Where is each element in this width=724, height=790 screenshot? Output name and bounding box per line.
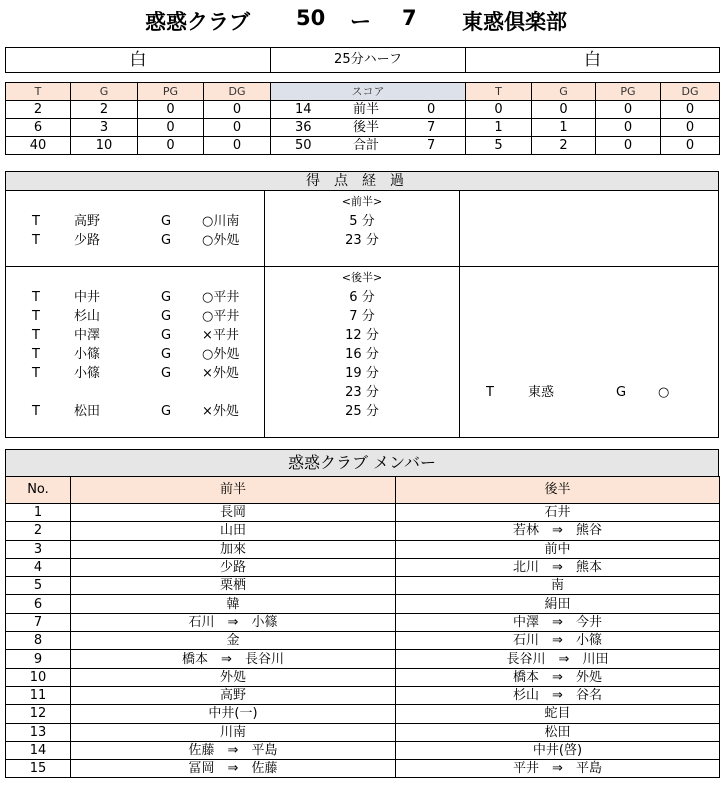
event-player: 高野 (74, 214, 101, 229)
event-g: G (161, 214, 172, 229)
roster-first-half: 石川 ⇒ 小篠 (71, 613, 396, 631)
event-type: T (32, 347, 40, 362)
event-time: 23 分 (345, 385, 379, 400)
away-pg-cell: 0 (596, 101, 661, 119)
roster-first-half: 冨岡 ⇒ 佐藤 (71, 760, 396, 778)
home-header-t: T (6, 83, 71, 101)
event-g: G (161, 233, 172, 248)
event-g: G (161, 328, 172, 343)
event-time: 12 分 (345, 328, 379, 343)
home-g-cell: 2 (71, 101, 138, 119)
roster-second-half: 松田 (396, 723, 720, 741)
roster-row (6, 741, 720, 759)
roster-second-half: 石川 ⇒ 小篠 (396, 632, 720, 650)
event-row (6, 212, 264, 231)
roster-no: 5 (6, 577, 71, 595)
roster-first-half: 少路 (71, 558, 396, 576)
score-dash: ー (350, 10, 371, 34)
score-cell (271, 137, 466, 155)
event-player: 少路 (74, 233, 101, 248)
event-g: G (161, 366, 172, 381)
roster-row (6, 577, 720, 595)
home-pg-cell: 0 (138, 137, 204, 155)
roster-header-row (6, 477, 720, 504)
home-dg-cell: 0 (204, 119, 271, 137)
away-g-cell: 2 (532, 137, 596, 155)
roster-second-half: 石井 (396, 504, 720, 522)
away-points: 7 (427, 120, 436, 135)
roster-first-half: 金 (71, 632, 396, 650)
home-t-cell: 6 (6, 119, 71, 137)
home-header-g: G (71, 83, 138, 101)
second-half-home-events (5, 266, 265, 438)
jersey-row (6, 48, 720, 73)
event-player: 杉山 (74, 309, 101, 324)
roster-no: 11 (6, 686, 71, 704)
event-type: T (32, 233, 40, 248)
event-type: T (486, 385, 494, 400)
away-header-dg: DG (661, 83, 720, 101)
event-type: T (32, 328, 40, 343)
away-points: 0 (427, 102, 436, 117)
roster-row (6, 650, 720, 668)
roster-first-half: 佐藤 ⇒ 平島 (71, 741, 396, 759)
away-jersey: 白 (466, 48, 720, 73)
roster-no: 15 (6, 760, 71, 778)
event-player: 小篠 (74, 366, 101, 381)
first-half-home-events (5, 190, 265, 267)
roster-second-half: 南 (396, 577, 720, 595)
second-half-label: <後半> (341, 271, 383, 284)
event-player: 東惑 (528, 385, 555, 400)
period-label: 後半 (353, 120, 380, 135)
away-g-cell: 0 (532, 101, 596, 119)
roster-second-half: 蛇目 (396, 705, 720, 723)
roster-no: 12 (6, 705, 71, 723)
event-g: G (161, 404, 172, 419)
event-g: G (161, 290, 172, 305)
away-dg-cell: 0 (661, 101, 720, 119)
roster-row (6, 705, 720, 723)
home-t-cell: 2 (6, 101, 71, 119)
event-conversion: ○川南 (202, 214, 240, 229)
event-time: 16 分 (345, 347, 379, 362)
roster-no: 4 (6, 558, 71, 576)
header-first-half: 前半 (71, 477, 396, 504)
away-header-t: T (466, 83, 532, 101)
roster-row (6, 504, 720, 522)
event-row (6, 288, 264, 307)
away-pg-cell: 0 (596, 119, 661, 137)
home-g-cell: 3 (71, 119, 138, 137)
event-type: T (32, 366, 40, 381)
second-half-times (264, 266, 460, 438)
roster-row (6, 760, 720, 778)
roster-row (6, 668, 720, 686)
event-player: 松田 (74, 404, 101, 419)
roster-first-half: 川南 (71, 723, 396, 741)
away-pg-cell: 0 (596, 137, 661, 155)
home-team-name: 惑惑クラブ (145, 10, 250, 34)
roster-second-half: 杉山 ⇒ 谷名 (396, 686, 720, 704)
event-type: T (32, 404, 40, 419)
event-row (6, 345, 264, 364)
event-row (6, 326, 264, 345)
event-time: 23 分 (345, 233, 379, 248)
roster-no: 9 (6, 650, 71, 668)
roster-row (6, 595, 720, 613)
roster-row (6, 613, 720, 631)
period-label: 前半 (353, 102, 380, 117)
roster-no: 3 (6, 540, 71, 558)
roster-second-half: 前中 (396, 540, 720, 558)
home-header-dg: DG (204, 83, 271, 101)
event-type: T (32, 214, 40, 229)
home-points: 36 (295, 120, 312, 135)
roster-no: 7 (6, 613, 71, 631)
event-time: 7 分 (349, 309, 375, 324)
roster-second-half: 橋本 ⇒ 外処 (396, 668, 720, 686)
first-half-label: <前半> (341, 195, 383, 208)
roster-first-half: 中井(一) (71, 705, 396, 723)
roster-second-half: 中澤 ⇒ 今井 (396, 613, 720, 631)
event-g: G (161, 347, 172, 362)
away-g-cell: 1 (532, 119, 596, 137)
away-score: 7 (402, 6, 417, 30)
event-row (6, 364, 264, 383)
event-time: 25 分 (345, 404, 379, 419)
event-time: 6 分 (349, 290, 375, 305)
roster-row (6, 522, 720, 540)
spacer-row (6, 73, 720, 83)
roster-second-half: 北川 ⇒ 熊本 (396, 558, 720, 576)
away-header-g: G (532, 83, 596, 101)
event-g: G (616, 385, 627, 400)
event-conversion: ○ (658, 385, 670, 400)
event-time: 19 分 (345, 366, 379, 381)
roster-second-half: 若林 ⇒ 熊谷 (396, 522, 720, 540)
roster-row (6, 540, 720, 558)
roster-row (6, 723, 720, 741)
score-header-row (6, 83, 720, 101)
roster-no: 13 (6, 723, 71, 741)
header-second-half: 後半 (396, 477, 720, 504)
home-jersey: 白 (6, 48, 271, 73)
away-points: 7 (427, 138, 436, 153)
event-conversion: ×平井 (202, 328, 239, 343)
roster-first-half: 高野 (71, 686, 396, 704)
event-conversion: ○平井 (202, 290, 240, 305)
roster-title: 惑惑クラブ メンバー (5, 449, 719, 477)
event-g: G (161, 309, 172, 324)
event-conversion: ○平井 (202, 309, 240, 324)
event-conversion: ○外処 (202, 233, 240, 248)
period-label: 合計 (353, 138, 380, 153)
away-t-cell: 5 (466, 137, 532, 155)
home-dg-cell: 0 (204, 101, 271, 119)
roster-first-half: 栗栖 (71, 577, 396, 595)
away-event-row (460, 383, 718, 402)
roster-second-half: 長谷川 ⇒ 川田 (396, 650, 720, 668)
event-type: T (32, 290, 40, 305)
home-points: 14 (295, 102, 312, 117)
event-conversion: ○外処 (202, 347, 240, 362)
roster-no: 1 (6, 504, 71, 522)
first-half-away-events (459, 190, 719, 267)
event-player: 中井 (74, 290, 101, 305)
roster-row (6, 632, 720, 650)
home-t-cell: 40 (6, 137, 71, 155)
match-format: 25分ハーフ (271, 48, 466, 73)
roster-no: 10 (6, 668, 71, 686)
home-score: 50 (296, 6, 326, 30)
event-player: 中澤 (74, 328, 101, 343)
roster-first-half: 橋本 ⇒ 長谷川 (71, 650, 396, 668)
scoreboard (5, 47, 720, 155)
away-t-cell: 1 (466, 119, 532, 137)
roster-first-half: 長岡 (71, 504, 396, 522)
event-row (6, 402, 264, 421)
roster-second-half: 中井(啓) (396, 741, 720, 759)
score-row-second-half (6, 119, 720, 137)
event-conversion: ×外処 (202, 366, 239, 381)
away-t-cell: 0 (466, 101, 532, 119)
roster-no: 2 (6, 522, 71, 540)
second-half-away-events (459, 266, 719, 438)
away-header-pg: PG (596, 83, 661, 101)
roster-no: 6 (6, 595, 71, 613)
roster-second-half: 平井 ⇒ 平島 (396, 760, 720, 778)
event-type: T (32, 309, 40, 324)
home-pg-cell: 0 (138, 101, 204, 119)
away-dg-cell: 0 (661, 137, 720, 155)
first-half-times (264, 190, 460, 267)
scoring-progress-header: 得点経過 (5, 171, 719, 191)
event-player: 小篠 (74, 347, 101, 362)
roster-second-half: 絹田 (396, 595, 720, 613)
roster-table (5, 476, 720, 778)
score-row-first-half (6, 101, 720, 119)
event-row (6, 231, 264, 250)
roster-first-half: 山田 (71, 522, 396, 540)
roster-no: 14 (6, 741, 71, 759)
away-dg-cell: 0 (661, 119, 720, 137)
roster-no: 8 (6, 632, 71, 650)
score-cell (271, 119, 466, 137)
home-points: 50 (295, 138, 312, 153)
event-conversion: ×外処 (202, 404, 239, 419)
roster-row (6, 686, 720, 704)
match-title (0, 6, 724, 36)
score-cell (271, 101, 466, 119)
roster-first-half: 韓 (71, 595, 396, 613)
event-row (6, 307, 264, 326)
event-time: 5 分 (349, 214, 375, 229)
header-no: No. (6, 477, 71, 504)
home-g-cell: 10 (71, 137, 138, 155)
home-pg-cell: 0 (138, 119, 204, 137)
score-header: スコア (271, 83, 466, 101)
away-team-name: 東惑倶楽部 (462, 10, 567, 34)
home-dg-cell: 0 (204, 137, 271, 155)
roster-first-half: 加來 (71, 540, 396, 558)
home-header-pg: PG (138, 83, 204, 101)
roster-first-half: 外処 (71, 668, 396, 686)
roster-row (6, 558, 720, 576)
score-row-total (6, 137, 720, 155)
